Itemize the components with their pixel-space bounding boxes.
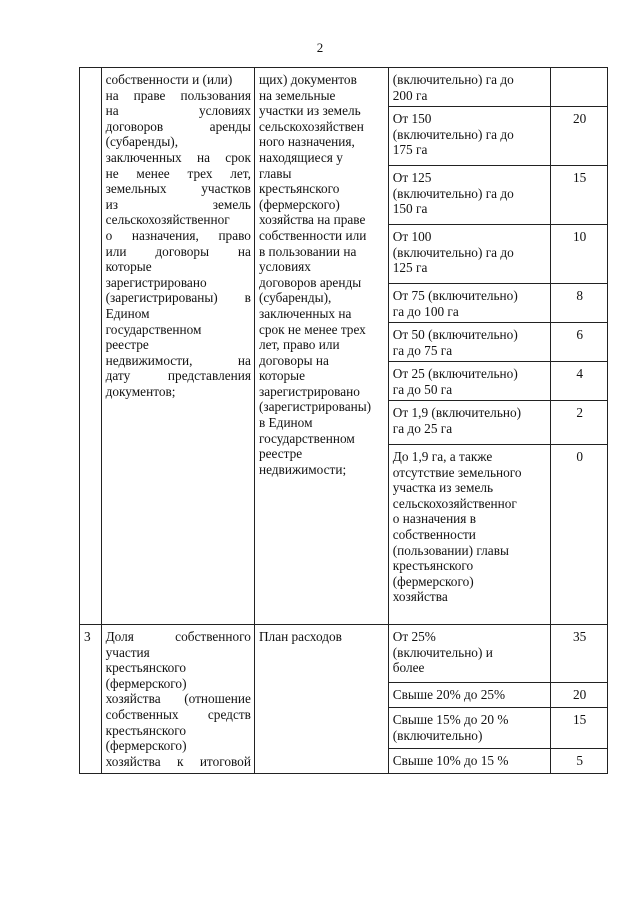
value-range-line: хозяйства: [392, 589, 448, 605]
value-range-cell: [388, 362, 551, 401]
criterion-line: на условиях: [105, 103, 251, 119]
documents-line: в пользовании на: [258, 243, 357, 259]
value-range-line: Свыше 15% до 20 %: [392, 712, 509, 727]
points-cell: 8: [551, 284, 608, 323]
points-cell: 15: [551, 708, 608, 749]
documents-line: договоры на: [258, 352, 329, 368]
documents-line: условиях: [258, 259, 311, 275]
criteria-table: [79, 67, 608, 774]
criterion-line: заключенных на срок: [105, 149, 251, 165]
value-range-line: отсутствие земельного: [392, 464, 522, 480]
value-range-line: От 1,9 (включительно): [392, 405, 522, 420]
criterion-line: собственных средств: [105, 706, 251, 722]
value-range-line: (включительно): [392, 727, 483, 743]
value-range-line: га до 75 га: [392, 342, 453, 358]
criterion-line: хозяйства к итоговой: [105, 753, 251, 769]
criterion-line: Едином: [105, 305, 150, 321]
documents-line: (зарегистрированы): [258, 399, 372, 415]
documents-cell: [254, 625, 388, 774]
table-row: [80, 625, 608, 683]
value-range-line: Свыше 10% до 15 %: [392, 753, 509, 768]
documents-line: в Едином: [258, 415, 313, 431]
documents-line: собственности или: [258, 227, 367, 243]
value-range-line: 175 га: [392, 142, 428, 158]
value-range-line: Свыше 20% до 25%: [392, 687, 506, 702]
value-range-cell: [388, 323, 551, 362]
value-range-cell: [388, 708, 551, 749]
value-range-line: От 125: [392, 170, 432, 185]
criterion-line: (зарегистрированы) в: [105, 290, 251, 306]
documents-line: зарегистрировано: [258, 383, 360, 399]
value-range-line: (включительно) и: [392, 644, 493, 660]
documents-line: находящиеся у: [258, 149, 343, 165]
criterion-line: зарегистрировано: [105, 274, 207, 290]
criterion-line: крестьянского: [105, 660, 187, 676]
points-cell: 15: [551, 166, 608, 225]
criterion-line: не менее трех лет,: [105, 165, 251, 181]
points-cell: 2: [551, 401, 608, 445]
value-range-line: От 25%: [392, 629, 436, 644]
criterion-line: на праве пользования: [105, 87, 251, 103]
row-number: [80, 68, 102, 625]
documents-line: срок не менее трех: [258, 321, 366, 337]
value-range-line: га до 50 га: [392, 381, 453, 397]
value-range-line: (фермерского): [392, 573, 474, 589]
criterion-line: крестьянского: [105, 722, 187, 738]
points-cell: 10: [551, 225, 608, 284]
criterion-line: земельных участков: [105, 181, 251, 197]
criterion-line: участия: [105, 644, 150, 660]
criterion-line: о назначения, право: [105, 227, 251, 243]
value-range-line: 200 га: [392, 87, 428, 103]
criterion-line: дату представления: [105, 368, 251, 384]
criterion-line: Доля собственного: [105, 629, 251, 644]
criterion-cell: [101, 625, 254, 774]
value-range-line: От 150: [392, 111, 432, 126]
documents-line: План расходов: [258, 629, 342, 644]
criterion-line: (фермерского): [105, 738, 187, 754]
documents-line: ного назначения,: [258, 134, 355, 150]
documents-line: (субаренды),: [258, 290, 332, 306]
criterion-line: документов;: [105, 383, 176, 399]
points-cell: 20: [551, 107, 608, 166]
criterion-line: собственности и (или): [105, 72, 233, 87]
documents-line: хозяйства на праве: [258, 212, 366, 228]
documents-line: заключенных на: [258, 305, 352, 321]
points-cell: 6: [551, 323, 608, 362]
value-range-line: о назначения в: [392, 511, 477, 527]
documents-line: договоров аренды: [258, 274, 362, 290]
documents-line: участки из земель: [258, 103, 361, 119]
value-range-line: (включительно) га до: [392, 126, 514, 142]
criterion-line: хозяйства (отношение: [105, 691, 251, 707]
value-range-line: участка из земель: [392, 480, 494, 496]
value-range-cell: [388, 166, 551, 225]
criterion-line: (субаренды),: [105, 134, 179, 150]
value-range-cell: [388, 749, 551, 774]
value-range-line: 150 га: [392, 201, 428, 217]
documents-cell: [254, 68, 388, 625]
value-range-cell: [388, 683, 551, 708]
value-range-line: От 100: [392, 229, 432, 244]
criterion-line: (фермерского): [105, 675, 187, 691]
value-range-cell: [388, 445, 551, 625]
value-range-line: (включительно) га до: [392, 72, 514, 87]
points-cell: [551, 68, 608, 107]
value-range-line: От 50 (включительно): [392, 327, 518, 342]
value-range-line: собственности: [392, 526, 476, 542]
points-cell: 0: [551, 445, 608, 625]
value-range-line: От 25 (включительно): [392, 366, 518, 381]
criterion-line: государственном: [105, 321, 202, 337]
value-range-line: крестьянского: [392, 558, 474, 574]
row-number: 3: [80, 625, 102, 774]
points-cell: 5: [551, 749, 608, 774]
value-range-cell: [388, 68, 551, 107]
criterion-line: реестре: [105, 337, 149, 353]
value-range-cell: [388, 625, 551, 683]
criterion-line: сельскохозяйственног: [105, 212, 230, 228]
value-range-cell: [388, 401, 551, 445]
documents-line: сельскохозяйствен: [258, 118, 364, 134]
page-number: 2: [316, 40, 324, 55]
criterion-line: или договоры на: [105, 243, 251, 259]
criterion-line: которые: [105, 259, 152, 275]
value-range-line: более: [392, 660, 425, 676]
documents-line: (фермерского): [258, 196, 340, 212]
value-range-line: До 1,9 га, а также: [392, 449, 493, 464]
documents-line: главы: [258, 165, 292, 181]
value-range-line: (пользовании) главы: [392, 542, 509, 558]
documents-line: на земельные: [258, 87, 336, 103]
value-range-line: га до 100 га: [392, 303, 459, 319]
criterion-line: договоров аренды: [105, 118, 251, 134]
value-range-cell: [388, 284, 551, 323]
points-cell: 20: [551, 683, 608, 708]
criterion-line: недвижимости, на: [105, 352, 251, 368]
documents-line: реестре: [258, 446, 303, 462]
value-range-line: 125 га: [392, 260, 428, 276]
value-range-line: От 75 (включительно): [392, 288, 518, 303]
documents-line: недвижимости;: [258, 461, 347, 477]
documents-line: лет, право или: [258, 337, 340, 353]
criterion-line: из земель: [105, 196, 251, 212]
table-row: [80, 68, 608, 107]
value-range-line: (включительно) га до: [392, 244, 514, 260]
documents-line: щих) документов: [258, 72, 357, 87]
criterion-cell: [101, 68, 254, 625]
value-range-cell: [388, 107, 551, 166]
value-range-line: га до 25 га: [392, 420, 453, 436]
points-cell: 4: [551, 362, 608, 401]
documents-line: государственном: [258, 430, 355, 446]
value-range-cell: [388, 225, 551, 284]
documents-line: крестьянского: [258, 181, 340, 197]
documents-line: которые: [258, 368, 305, 384]
points-cell: 35: [551, 625, 608, 683]
value-range-line: сельскохозяйственног: [392, 495, 517, 511]
value-range-line: (включительно) га до: [392, 185, 514, 201]
